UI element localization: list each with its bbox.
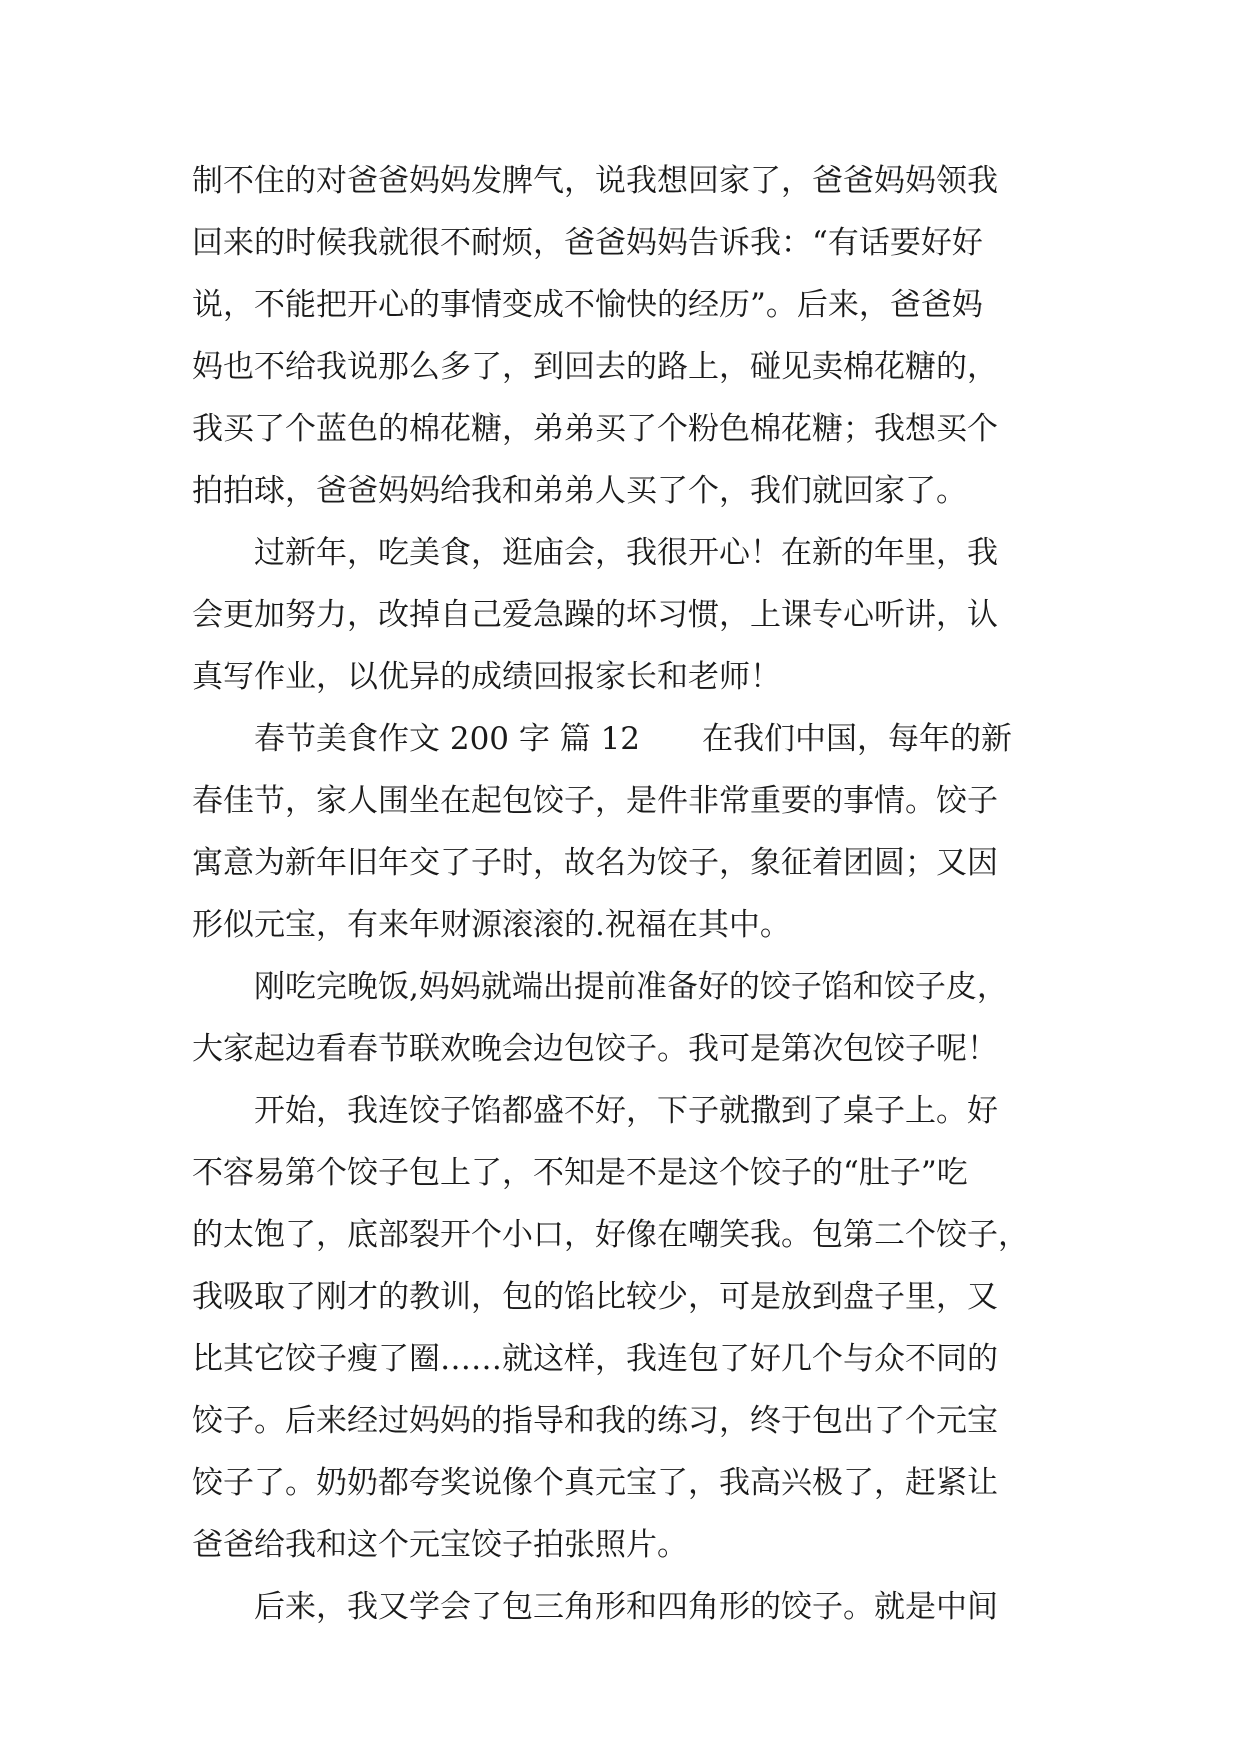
paragraph-first-line: 过新年，吃美食，逛庙会，我很开心！在新的年里，我	[254, 535, 998, 571]
paragraph-first-line: 开始，我连饺子馅都盛不好，下子就撒到了桌子上。好	[254, 1093, 998, 1129]
text-line: 寓意为新年旧年交了子时，故名为饺子，象征着团圆；又因	[192, 845, 998, 881]
text-line: 春佳节，家人围坐在起包饺子，是件非常重要的事情。饺子	[192, 783, 998, 819]
paragraph-first-line: 后来，我又学会了包三角形和四角形的饺子。就是中间	[254, 1589, 998, 1625]
text-line: 制不住的对爸爸妈妈发脾气，说我想回家了，爸爸妈妈领我	[192, 163, 998, 199]
section-heading-line: 春节美食作文 200 字 篇 12 在我们中国，每年的新	[254, 721, 1013, 757]
text-line: 饺子了。奶奶都夸奖说像个真元宝了，我高兴极了，赶紧让	[192, 1465, 998, 1501]
text-line: 爸爸给我和这个元宝饺子拍张照片。	[192, 1527, 688, 1563]
text-line: 拍拍球，爸爸妈妈给我和弟弟人买了个，我们就回家了。	[192, 473, 967, 509]
text-line: 我吸取了刚才的教训，包的馅比较少，可是放到盘子里，又	[192, 1279, 998, 1315]
text-line: 回来的时候我就很不耐烦，爸爸妈妈告诉我：“有话要好好	[192, 225, 983, 261]
text-line: 比其它饺子瘦了圈……就这样，我连包了好几个与众不同的	[192, 1341, 998, 1377]
paragraph-first-line: 刚吃完晚饭,妈妈就端出提前准备好的饺子馅和饺子皮，	[254, 969, 1008, 1005]
essay-body	[192, 150, 1052, 1638]
text-line: 大家起边看春节联欢晚会边包饺子。我可是第次包饺子呢！	[192, 1031, 998, 1067]
text-line: 形似元宝，有来年财源滚滚的.祝福在其中。	[192, 907, 791, 943]
text-line: 说，不能把开心的事情变成不愉快的经历”。后来，爸爸妈	[192, 287, 983, 323]
text-line: 的太饱了，底部裂开个小口，好像在嘲笑我。包第二个饺子，	[192, 1217, 1029, 1253]
text-line: 不容易第个饺子包上了，不知是不是这个饺子的“肚子”吃	[192, 1155, 968, 1191]
text-line: 我买了个蓝色的棉花糖，弟弟买了个粉色棉花糖；我想买个	[192, 411, 998, 447]
text-line: 会更加努力，改掉自己爱急躁的坏习惯，上课专心听讲，认	[192, 597, 998, 633]
text-line: 饺子。后来经过妈妈的指导和我的练习，终于包出了个元宝	[192, 1403, 998, 1439]
text-line: 真写作业，以优异的成绩回报家长和老师！	[192, 659, 781, 695]
text-line: 妈也不给我说那么多了，到回去的路上，碰见卖棉花糖的，	[192, 349, 998, 385]
